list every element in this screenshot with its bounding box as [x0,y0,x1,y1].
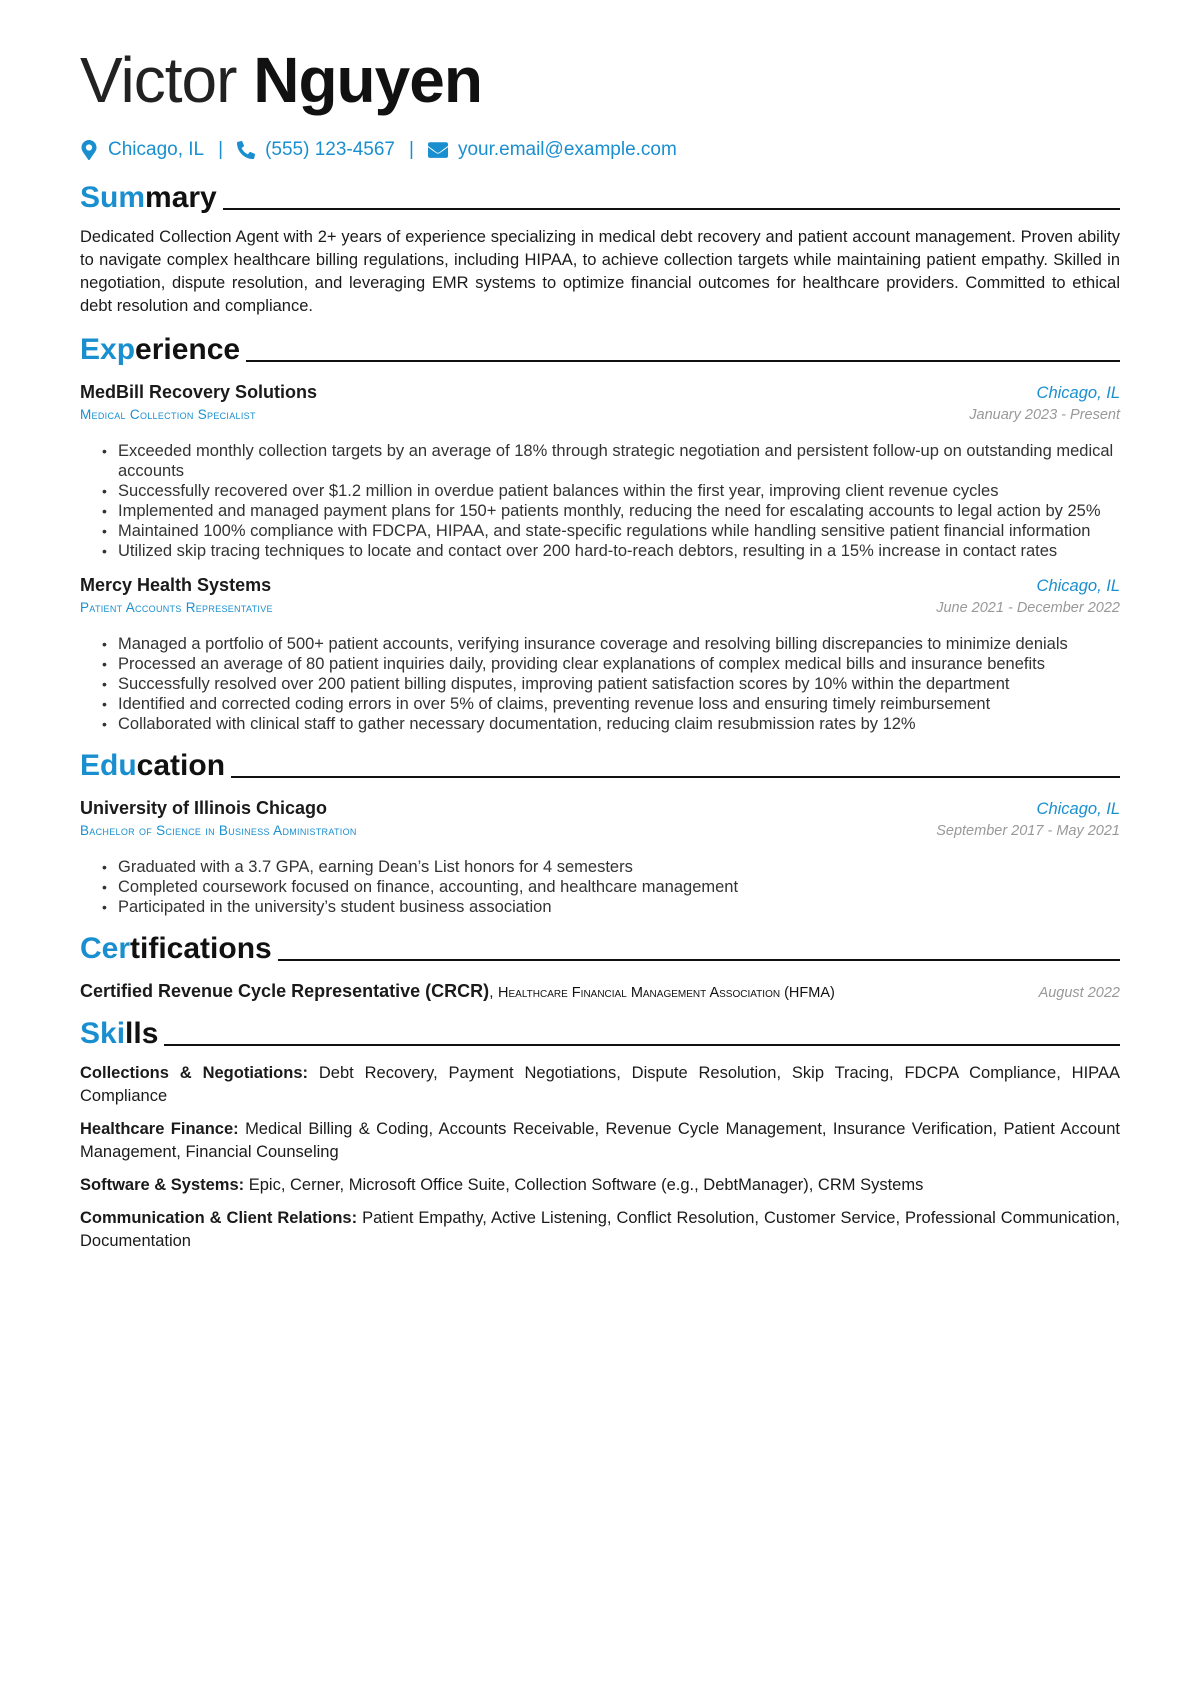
list-item: • Collaborated with clinical staff to gather necessary documentation, reducing claim resubmission rates by 12% [102,714,1120,734]
section-header [80,744,1120,784]
certification-name: Certified Revenue Cycle Representative (CRCR) [80,981,490,1001]
section-header [80,328,1120,368]
experience-entry [80,575,1120,734]
section-title: Certifications [80,932,272,965]
skill-values: Medical Billing & Coding, Accounts Receivable, Revenue Cycle Management, Insurance Verification, Patient Account Management, Financial Counseling [80,1120,1120,1161]
job-title: Patient Accounts Representative [80,600,273,615]
experience-section [80,328,1120,734]
map-marker-icon [80,140,98,160]
section-title: Skills [80,1017,159,1050]
certifications-section [80,927,1120,1002]
contact-info [80,134,1120,166]
employer-name: MedBill Recovery Solutions [80,382,318,402]
envelope-icon [428,142,448,158]
skill-label: Healthcare Finance: [80,1120,239,1138]
job-location: Chicago, IL [1036,577,1120,595]
certification-date: August 2022 [1038,985,1120,1001]
list-item: • Participated in the university’s student business association [102,897,1120,917]
summary-section [80,176,1120,318]
list-item: • Identified and corrected coding errors in over 5% of claims, preventing revenue loss and ensuring timely reimbursement [102,694,1120,714]
section-rule [223,208,1120,210]
certification-issuer: Healthcare Financial Management Association (HFMA) [498,985,835,1001]
email-text: your.email@example.com [457,139,677,160]
list-item: • Utilized skip tracing techniques to locate and contact over 200 hard-to-reach debtors, resulting in a 15% increase in contact rates [102,541,1120,561]
contact-location [80,139,204,161]
skill-values: Debt Recovery, Payment Negotiations, Dispute Resolution, Skip Tracing, FDCPA Compliance, HIPAA Compliance [80,1064,1120,1105]
list-item: • Managed a portfolio of 500+ patient accounts, verifying insurance coverage and resolving billing discrepancies to minimize denials [102,634,1120,654]
contact-separator: | [409,139,414,160]
skill-label: Collections & Negotiations: [80,1064,308,1082]
location-text: Chicago, IL [108,139,205,160]
job-bullets [80,441,1120,561]
skills-section [80,1012,1120,1253]
last-name: Nguyen [253,44,482,116]
section-title: Summary [80,181,217,214]
section-title: Experience [80,333,241,366]
school-name: University of Illinois Chicago [80,798,328,818]
education-section [80,744,1120,917]
certification-entry [80,981,1120,1002]
section-title: Education [80,749,226,782]
list-item: • Successfully resolved over 200 patient billing disputes, improving patient satisfaction scores by 10% within the department [102,674,1120,694]
school-location: Chicago, IL [1036,800,1120,818]
education-bullets [80,857,1120,917]
phone-text: (555) 123-4567 [265,139,395,160]
section-header [80,1012,1120,1052]
contact-phone[interactable] [237,139,395,161]
list-item: • Graduated with a 3.7 GPA, earning Dean’s List honors for 4 semesters [102,857,1120,877]
skill-group [80,1174,1120,1197]
skill-group [80,1062,1120,1108]
degree: Bachelor of Science in Business Administration [80,823,357,838]
contact-separator: | [218,139,224,160]
section-rule [231,776,1120,778]
job-dates: June 2021 - December 2022 [936,600,1120,616]
skill-group [80,1118,1120,1164]
certification-comma: , [489,984,494,1001]
section-rule [246,360,1120,362]
first-name: Victor [80,44,237,116]
job-dates: January 2023 - Present [969,407,1120,423]
job-title: Medical Collection Specialist [80,407,256,422]
employer-name: Mercy Health Systems [80,575,272,595]
section-rule [164,1044,1120,1046]
section-header [80,176,1120,216]
list-item: • Processed an average of 80 patient inquiries daily, providing clear explanations of complex medical bills and insurance benefits [102,654,1120,674]
list-item: • Maintained 100% compliance with FDCPA, HIPAA, and state-specific regulations while handling sensitive patient financial information [102,521,1120,541]
list-item: • Exceeded monthly collection targets by an average of 18% through strategic negotiation and persistent follow-up on outstanding medical accounts [102,441,1120,481]
education-dates: September 2017 - May 2021 [936,823,1120,839]
skill-group [80,1207,1120,1253]
section-header [80,927,1120,967]
job-bullets [80,634,1120,734]
skill-label: Communication & Client Relations: [80,1209,358,1227]
section-rule [278,959,1120,961]
skill-values: Patient Empathy, Active Listening, Conflict Resolution, Customer Service, Professional Communication, Documentation [80,1209,1120,1250]
job-location: Chicago, IL [1036,384,1120,402]
resume-page [80,40,1120,1253]
education-entry [80,798,1120,917]
contact-email[interactable] [428,139,677,161]
summary-text: Dedicated Collection Agent with 2+ years of experience specializing in medical debt recovery and patient account management. Proven ability to navigate complex healthcare billing regulations, including HIPAA, to achieve collection targets while maintaining patient empathy. Skilled in negotiation, dispute resolution, and leveraging EMR systems to optimize financial outcomes for healthcare providers. Committed to ethical debt resolution and compliance. [80,228,1120,315]
list-item: • Successfully recovered over $1.2 million in overdue patient balances within the first year, improving client revenue cycles [102,481,1120,501]
candidate-name [80,40,1120,120]
list-item: • Implemented and managed payment plans for 150+ patients monthly, reducing the need for escalating accounts to legal action by 25% [102,501,1120,521]
skill-label: Software & Systems: [80,1176,245,1194]
experience-entry [80,382,1120,561]
list-item: • Completed coursework focused on finance, accounting, and healthcare management [102,877,1120,897]
skill-values: Epic, Cerner, Microsoft Office Suite, Collection Software (e.g., DebtManager), CRM Systems [248,1176,924,1194]
phone-icon [237,140,255,160]
